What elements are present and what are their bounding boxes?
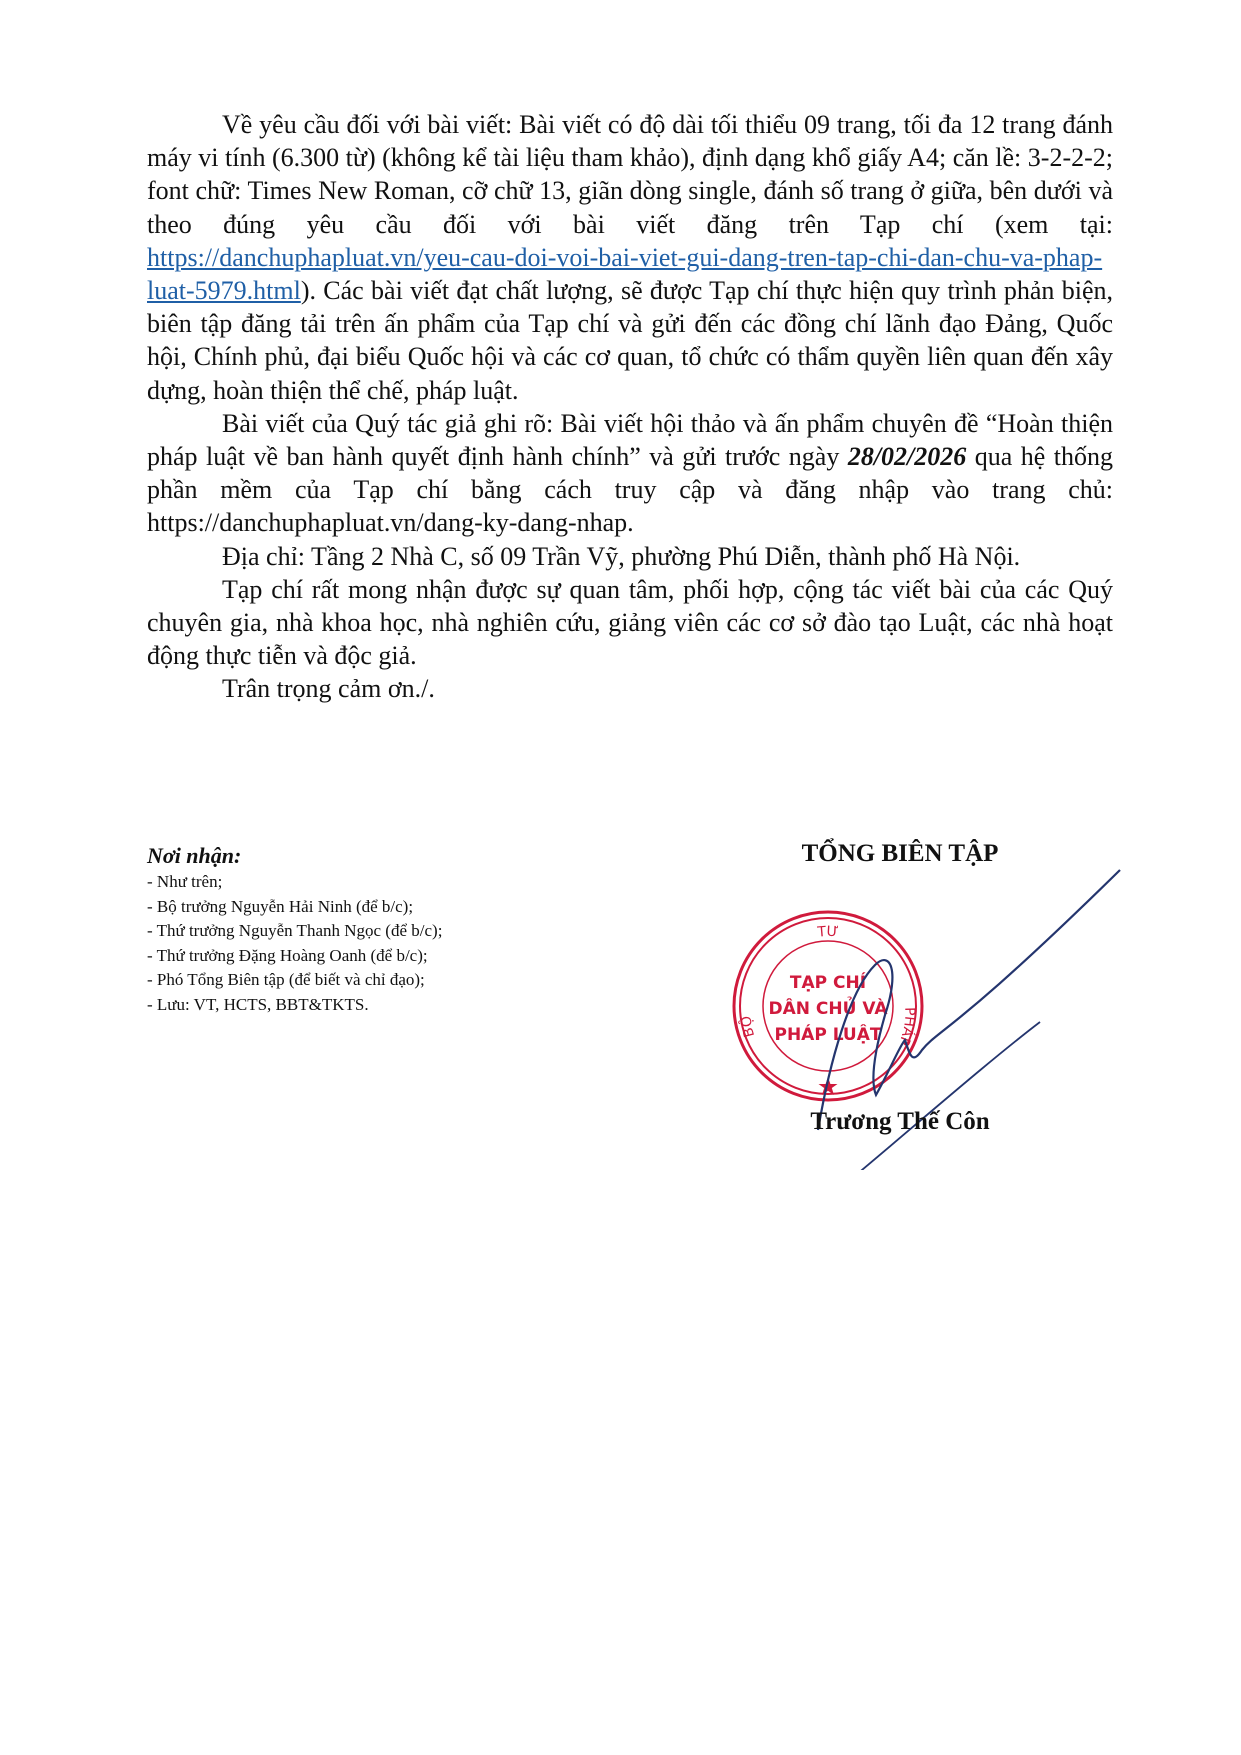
svg-text:BỘ: BỘ	[738, 1015, 759, 1039]
recipient-item: - Như trên;	[147, 872, 223, 891]
recipients-title: Nơi nhận:	[147, 843, 242, 868]
svg-text:TƯ: TƯ	[816, 923, 839, 941]
signer-title: TỔNG BIÊN TẬP	[801, 840, 999, 867]
requirements-link[interactable]: https://danchuphapluat.vn/yeu-cau-doi-voi-bai-viet-gui-dang-tren-tap-chi-dan-chu-va-phap-luat-5979.html	[147, 242, 1103, 306]
signer-name: Trương Thế Côn	[810, 1108, 990, 1135]
svg-text:PHÁP LUẬT: PHÁP LUẬT	[774, 1025, 882, 1045]
paragraph-submission: Bài viết của Quý tác giả ghi rõ: Bài viết hội thảo và ấn phẩm chuyên đề “Hoàn thiện pháp luật về ban hành quyết định hành chính” và gửi trước ngày 28/02/2026 qua hệ thống phần mềm của Tạp chí bằng cách truy cập và đăng nhập vào trang chủ: https://danchuphapluat.vn/dang-ky-dang-nhap.	[147, 408, 1113, 538]
recipient-item: - Phó Tổng Biên tập (để biết và chỉ đạo);	[147, 970, 425, 989]
official-stamp-icon	[728, 906, 928, 1106]
recipient-item: - Lưu: VT, HCTS, BBT&TKTS.	[147, 994, 369, 1014]
svg-text:DÂN CHỦ VÀ: DÂN CHỦ VÀ	[768, 999, 888, 1019]
svg-text:PHÁP: PHÁP	[894, 1007, 918, 1048]
recipients-block	[147, 842, 597, 1017]
paragraph-invitation: Tạp chí rất mong nhận được sự quan tâm, phối hợp, cộng tác viết bài của các Quý chuyên gia, nhà khoa học, nhà nghiên cứu, giảng viên các cơ sở đào tạo Luật, các nhà hoạt động thực tiễn và độc giả.	[147, 574, 1113, 671]
letter-body	[147, 108, 1113, 706]
svg-text:TẠP CHÍ: TẠP CHÍ	[789, 973, 867, 993]
paragraph-thanks: Trân trọng cảm ơn./.	[222, 674, 435, 704]
recipient-item: - Bộ trưởng Nguyễn Hải Ninh (để b/c);	[147, 896, 414, 916]
recipient-item: - Thứ trưởng Đặng Hoàng Oanh (để b/c);	[147, 945, 428, 965]
paragraph-address: Địa chỉ: Tầng 2 Nhà C, số 09 Trần Vỹ, phường Phú Diễn, thành phố Hà Nội.	[222, 541, 1021, 571]
deadline-date: 28/02/2026	[847, 442, 967, 472]
recipient-item: - Thứ trưởng Nguyễn Thanh Ngọc (để b/c);	[147, 921, 443, 940]
paragraph-requirements: Về yêu cầu đối với bài viết: Bài viết có độ dài tối thiểu 09 trang, tối đa 12 trang đánh máy vi tính (6.300 từ) (không kể tài liệu tham khảo), định dạng khổ giấy A4; căn lề: 3-2-2-2; font chữ: Times New Roman, cỡ chữ 13, giãn dòng single, đánh số trang ở giữa, bên dưới và theo đúng yêu cầu đối với bài viết đăng trên Tạp chí (xem tại: https://danchuphapluat.vn/yeu-cau-doi-voi-bai-viet-gui-dang-tren-tap-chi-dan-chu-va-phap-luat-5979.html). Các bài viết đạt chất lượng, sẽ được Tạp chí thực hiện quy trình phản biện, biên tập đăng tải trên ấn phẩm của Tạp chí và gửi đến các đồng chí lãnh đạo Đảng, Quốc hội, Chính phủ, đại biểu Quốc hội và các cơ quan, tổ chức có thẩm quyền liên quan đến xây dựng, hoàn thiện thể chế, pháp luật.	[147, 110, 1113, 405]
